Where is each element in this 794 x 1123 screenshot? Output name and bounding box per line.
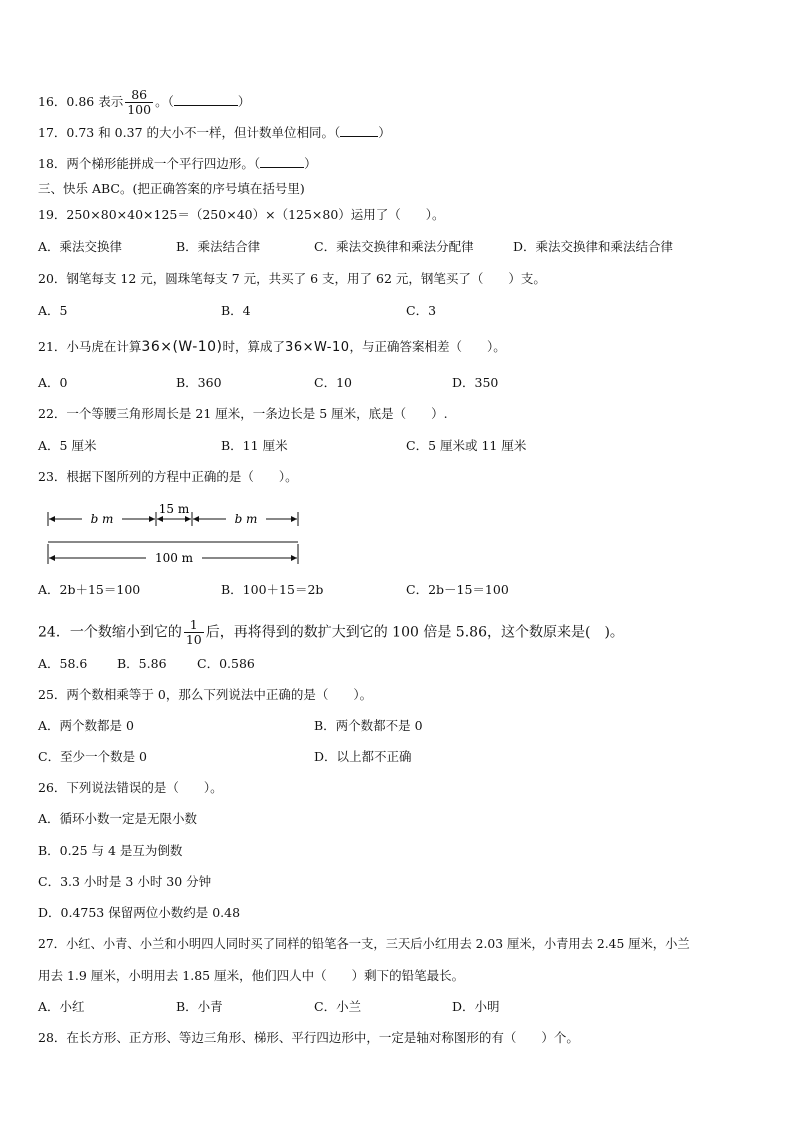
q26-option-a[interactable]: A．循环小数一定是无限小数	[38, 811, 198, 826]
q21-middle: 时，算成了	[222, 339, 286, 354]
total-length-label: 100 m	[154, 551, 194, 565]
right-segment-label: b m	[234, 512, 258, 526]
q24-prefix: 24．一个数缩小到它的	[38, 624, 182, 641]
q20-option-b[interactable]: B．4	[221, 303, 251, 318]
fraction-numerator: 86	[125, 88, 153, 103]
q21-option-b[interactable]: B．360	[176, 375, 222, 390]
question-27-line-1: 27．小红、小青、小兰和小明四人同时买了同样的铅笔各一支，三天后小红用去 2.03 厘米，小青用去 2.45 厘米，小兰	[38, 937, 690, 951]
q22-option-b[interactable]: B．11 厘米	[221, 438, 288, 453]
fraction-86-100	[125, 88, 153, 117]
section-heading: 三、快乐 ABC。(把正确答案的序号填在括号里)	[38, 181, 305, 196]
q24-option-a[interactable]: A．58.6	[38, 656, 88, 671]
q23-option-a[interactable]: A．2b＋15＝100	[38, 582, 141, 597]
q27-option-b[interactable]: B．小青	[176, 999, 223, 1014]
q21-option-c[interactable]: C．10	[314, 375, 352, 390]
question-18	[38, 156, 317, 172]
question-25-stem: 25．两个数相乘等于 0，那么下列说法中正确的是（ ）。	[38, 687, 373, 702]
q19-option-c[interactable]: C．乘法交换律和乘法分配律	[314, 239, 474, 254]
question-24-stem	[38, 618, 624, 647]
q17-close: ）	[378, 125, 391, 140]
question-20-stem: 20．钢笔每支 12 元，圆珠笔每支 7 元，共买了 6 支，用了 62 元，钢笔买了（ ）支。	[38, 271, 546, 286]
q16-close: ）	[237, 94, 251, 109]
q26-option-d[interactable]: D．0.4753 保留两位小数约是 0.48	[38, 905, 241, 920]
q24-option-c[interactable]: C．0.586	[197, 656, 255, 671]
q21-expression-correct: 36×(W-10)	[141, 339, 223, 355]
q21-option-d[interactable]: D．350	[452, 375, 499, 390]
q25-option-b[interactable]: B．两个数都不是 0	[314, 718, 423, 733]
question-27-line-2: 用去 1.9 厘米，小明用去 1.85 厘米，他们四人中（ ）剩下的铅笔最长。	[38, 968, 465, 983]
q20-option-c[interactable]: C．3	[406, 303, 437, 318]
q19-option-b[interactable]: B．乘法结合律	[176, 239, 261, 254]
q25-option-d[interactable]: D．以上都不正确	[314, 749, 412, 764]
question-26-stem: 26．下列说法错误的是（ ）。	[38, 780, 223, 795]
q25-option-c[interactable]: C．至少一个数是 0	[38, 749, 147, 764]
q21-option-a[interactable]: A．0	[38, 375, 68, 390]
q24-option-b[interactable]: B．5.86	[117, 656, 167, 671]
q20-option-a[interactable]: A．5	[38, 303, 68, 318]
q18-text: 18．两个梯形能拼成一个平行四边形。（	[38, 156, 261, 171]
q23-option-b[interactable]: B．100＋15＝2b	[221, 582, 324, 597]
q21-expression-wrong: 36×W-10	[285, 340, 350, 355]
q21-suffix: ，与正确答案相差（ ）。	[349, 339, 506, 354]
segment-diagram	[44, 500, 304, 572]
answer-blank[interactable]	[340, 125, 378, 137]
answer-blank[interactable]	[174, 94, 238, 106]
q16-prefix: 16．0.86 表示	[38, 94, 124, 109]
question-17	[38, 125, 391, 141]
question-22-stem: 22．一个等腰三角形周长是 21 厘米，一条边长是 5 厘米，底是（ ）.	[38, 406, 448, 421]
fraction-1-10	[184, 618, 204, 647]
q27-option-d[interactable]: D．小明	[452, 999, 500, 1014]
q18-close: ）	[304, 156, 317, 171]
left-segment-label: b m	[90, 512, 114, 526]
q19-option-d[interactable]: D．乘法交换律和乘法结合律	[513, 239, 674, 254]
q27-option-c[interactable]: C．小兰	[314, 999, 362, 1014]
middle-segment-label: 15 m	[158, 502, 190, 516]
q17-text: 17．0.73 和 0.37 的大小不一样，但计数单位相同。（	[38, 125, 341, 140]
answer-blank[interactable]	[260, 156, 304, 168]
q26-option-b[interactable]: B．0.25 与 4 是互为倒数	[38, 843, 183, 858]
q25-option-a[interactable]: A．两个数都是 0	[38, 718, 134, 733]
fraction-denominator: 10	[185, 632, 202, 647]
question-19-stem: 19．250×80×40×125＝（250×40）×（125×80）运用了（ ）。	[38, 207, 445, 222]
q27-option-a[interactable]: A．小红	[38, 999, 85, 1014]
q22-option-c[interactable]: C．5 厘米或 11 厘米	[406, 438, 527, 453]
question-23-stem: 23．根据下图所列的方程中正确的是（ ）。	[38, 469, 298, 484]
fraction-denominator: 100	[127, 102, 152, 117]
fraction-numerator: 1	[184, 618, 204, 633]
q21-prefix: 21．小马虎在计算	[38, 339, 142, 354]
question-21-stem	[38, 339, 506, 356]
q16-suffix: 。（	[155, 94, 174, 109]
q26-option-c[interactable]: C．3.3 小时是 3 小时 30 分钟	[38, 874, 212, 889]
question-16	[38, 88, 250, 117]
question-28-stem: 28．在长方形、正方形、等边三角形、梯形、平行四边形中，一定是轴对称图形的有（ ）个。	[38, 1030, 579, 1045]
q24-suffix: 后，再将得到的数扩大到它的 100 倍是 5.86，这个数原来是( )。	[205, 624, 624, 641]
q22-option-a[interactable]: A．5 厘米	[38, 438, 97, 453]
q23-option-c[interactable]: C．2b－15＝100	[406, 582, 509, 597]
q19-option-a[interactable]: A．乘法交换律	[38, 239, 123, 254]
